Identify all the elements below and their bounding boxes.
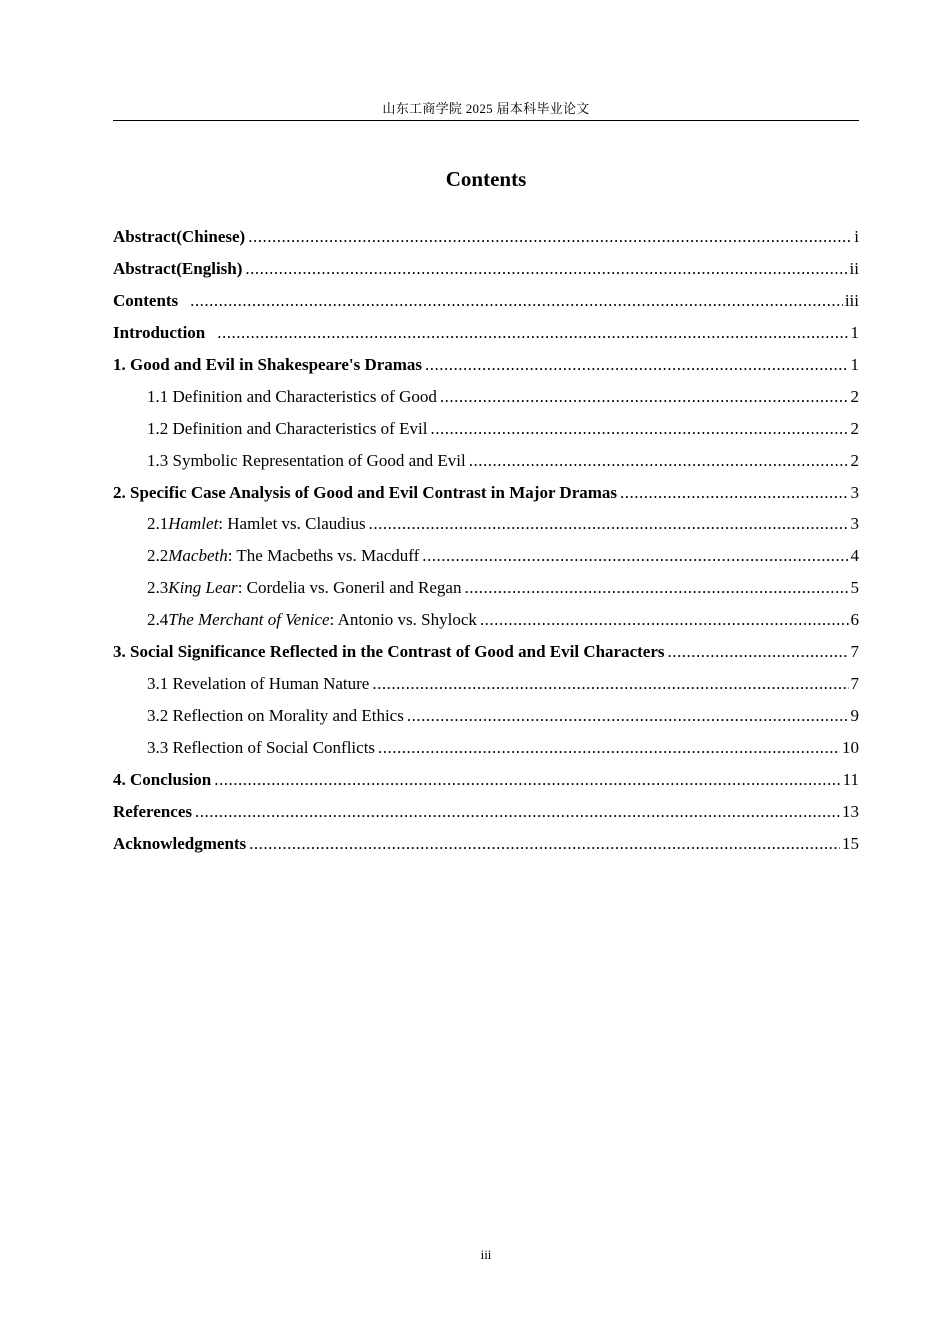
toc-entry-page: 2 [850, 450, 859, 470]
toc-entry-page: ii [849, 258, 859, 278]
toc-entry-chapter-3[interactable] [113, 640, 859, 672]
toc-entry-work-title: Macbeth [168, 546, 228, 566]
toc-entry-page: 7 [850, 642, 859, 662]
toc-entry-page: 2 [850, 418, 859, 438]
table-of-contents [113, 225, 859, 864]
toc-entry-title: 2. Specific Case Analysis of Good and Evil Contrast in Major Dramas [113, 482, 618, 502]
toc-entry-number: 2.2 [147, 546, 169, 566]
toc-entry-title: : The Macbeths vs. Macduff [227, 546, 420, 566]
toc-entry-page: 7 [850, 674, 859, 694]
dot-leader [248, 225, 852, 249]
toc-entry-title: : Antonio vs. Shylock [329, 610, 477, 630]
toc-entry-page: 6 [850, 610, 859, 630]
dot-leader [214, 768, 840, 792]
toc-entry-title: Abstract(English) [113, 258, 243, 278]
toc-entry-page: 4 [850, 546, 859, 566]
toc-entry-title: 1.2 Definition and Characteristics of Evil [147, 418, 428, 438]
toc-entry-section-1-2[interactable] [113, 417, 859, 449]
toc-entry-page: 13 [842, 801, 859, 821]
dot-leader [425, 353, 848, 377]
toc-entry-title: 3. Social Significance Reflected in the Contrast of Good and Evil Characters [113, 642, 665, 662]
toc-entry-page: 3 [850, 514, 859, 534]
dot-leader [620, 481, 848, 505]
dot-leader [378, 736, 840, 760]
toc-entry-page: iii [844, 290, 859, 310]
dot-leader [469, 449, 849, 473]
toc-entry-title: 1.1 Definition and Characteristics of Good [147, 386, 437, 406]
toc-entry-section-3-1[interactable] [113, 672, 859, 704]
toc-entry-section-2-1[interactable] [113, 512, 859, 544]
toc-entry-abstract-english[interactable] [113, 257, 859, 289]
toc-entry-page: 11 [842, 769, 859, 789]
toc-entry-section-2-3[interactable] [113, 576, 859, 608]
dot-leader [422, 544, 848, 568]
toc-entry-title: Acknowledgments [113, 833, 247, 853]
toc-entry-title: 3.1 Revelation of Human Nature [147, 674, 370, 694]
toc-entry-section-3-3[interactable] [113, 736, 859, 768]
toc-entry-acknowledgments[interactable] [113, 832, 859, 864]
toc-entry-section-2-4[interactable] [113, 608, 859, 640]
dot-leader [369, 512, 849, 536]
toc-entry-title: References [113, 801, 192, 821]
toc-entry-page: 15 [842, 833, 859, 853]
dot-leader [245, 257, 847, 281]
dot-leader [480, 608, 849, 632]
toc-entry-contents[interactable] [113, 289, 859, 321]
toc-entry-section-1-3[interactable] [113, 449, 859, 481]
toc-entry-title: Contents [113, 290, 179, 310]
toc-entry-title: Introduction [113, 322, 206, 342]
header-rule [113, 120, 859, 121]
dot-leader [195, 800, 840, 824]
page-number: iii [480, 1247, 492, 1262]
toc-entry-title: 4. Conclusion [113, 769, 212, 789]
dot-leader [464, 576, 848, 600]
toc-entry-page: i [854, 227, 859, 246]
dot-leader [217, 321, 848, 345]
toc-entry-section-1-1[interactable] [113, 385, 859, 417]
dot-leader [440, 385, 849, 409]
toc-entry-abstract-chinese[interactable] [113, 225, 859, 257]
toc-entry-page: 9 [850, 706, 859, 726]
toc-entry-number: 2.3 [147, 578, 169, 598]
toc-entry-page: 2 [850, 386, 859, 406]
toc-entry-page: 5 [850, 578, 859, 598]
toc-entry-chapter-1[interactable] [113, 353, 859, 385]
toc-entry-title: Abstract(Chinese) [113, 227, 246, 246]
toc-entry-title: 1. Good and Evil in Shakespeare's Dramas [113, 354, 423, 374]
toc-entry-section-2-2[interactable] [113, 544, 859, 576]
toc-entry-title: 3.3 Reflection of Social Conflicts [147, 738, 376, 757]
toc-entry-references[interactable] [113, 800, 859, 832]
toc-entry-title: : Hamlet vs. Claudius [218, 514, 366, 534]
dot-leader [190, 289, 843, 313]
toc-entry-page: 1 [850, 354, 859, 374]
toc-entry-number: 2.1 [147, 514, 169, 534]
toc-entry-title: 3.2 Reflection on Morality and Ethics [147, 706, 404, 726]
toc-entry-chapter-4[interactable] [113, 768, 859, 800]
toc-entry-title: : Cordelia vs. Goneril and Regan [237, 578, 462, 598]
dot-leader [249, 832, 840, 856]
page-title: Contents [445, 167, 527, 191]
toc-entry-section-3-2[interactable] [113, 704, 859, 736]
toc-entry-page: 3 [850, 482, 859, 502]
running-header: 山东工商学院 2025 届本科毕业论文 [382, 101, 590, 116]
toc-entry-number: 2.4 [147, 610, 169, 630]
dot-leader [430, 417, 848, 441]
toc-entry-page: 1 [850, 322, 859, 342]
toc-entry-work-title: Hamlet [168, 514, 219, 534]
toc-entry-introduction[interactable] [113, 321, 859, 353]
dot-leader [372, 672, 848, 696]
toc-entry-title: 1.3 Symbolic Representation of Good and Evil [147, 450, 466, 470]
dot-leader [668, 640, 849, 664]
toc-entry-chapter-2[interactable] [113, 481, 859, 513]
toc-entry-work-title: The Merchant of Venice [168, 610, 330, 630]
toc-entry-page: 10 [842, 738, 859, 757]
dot-leader [407, 704, 849, 728]
toc-entry-work-title: King Lear [168, 578, 238, 598]
